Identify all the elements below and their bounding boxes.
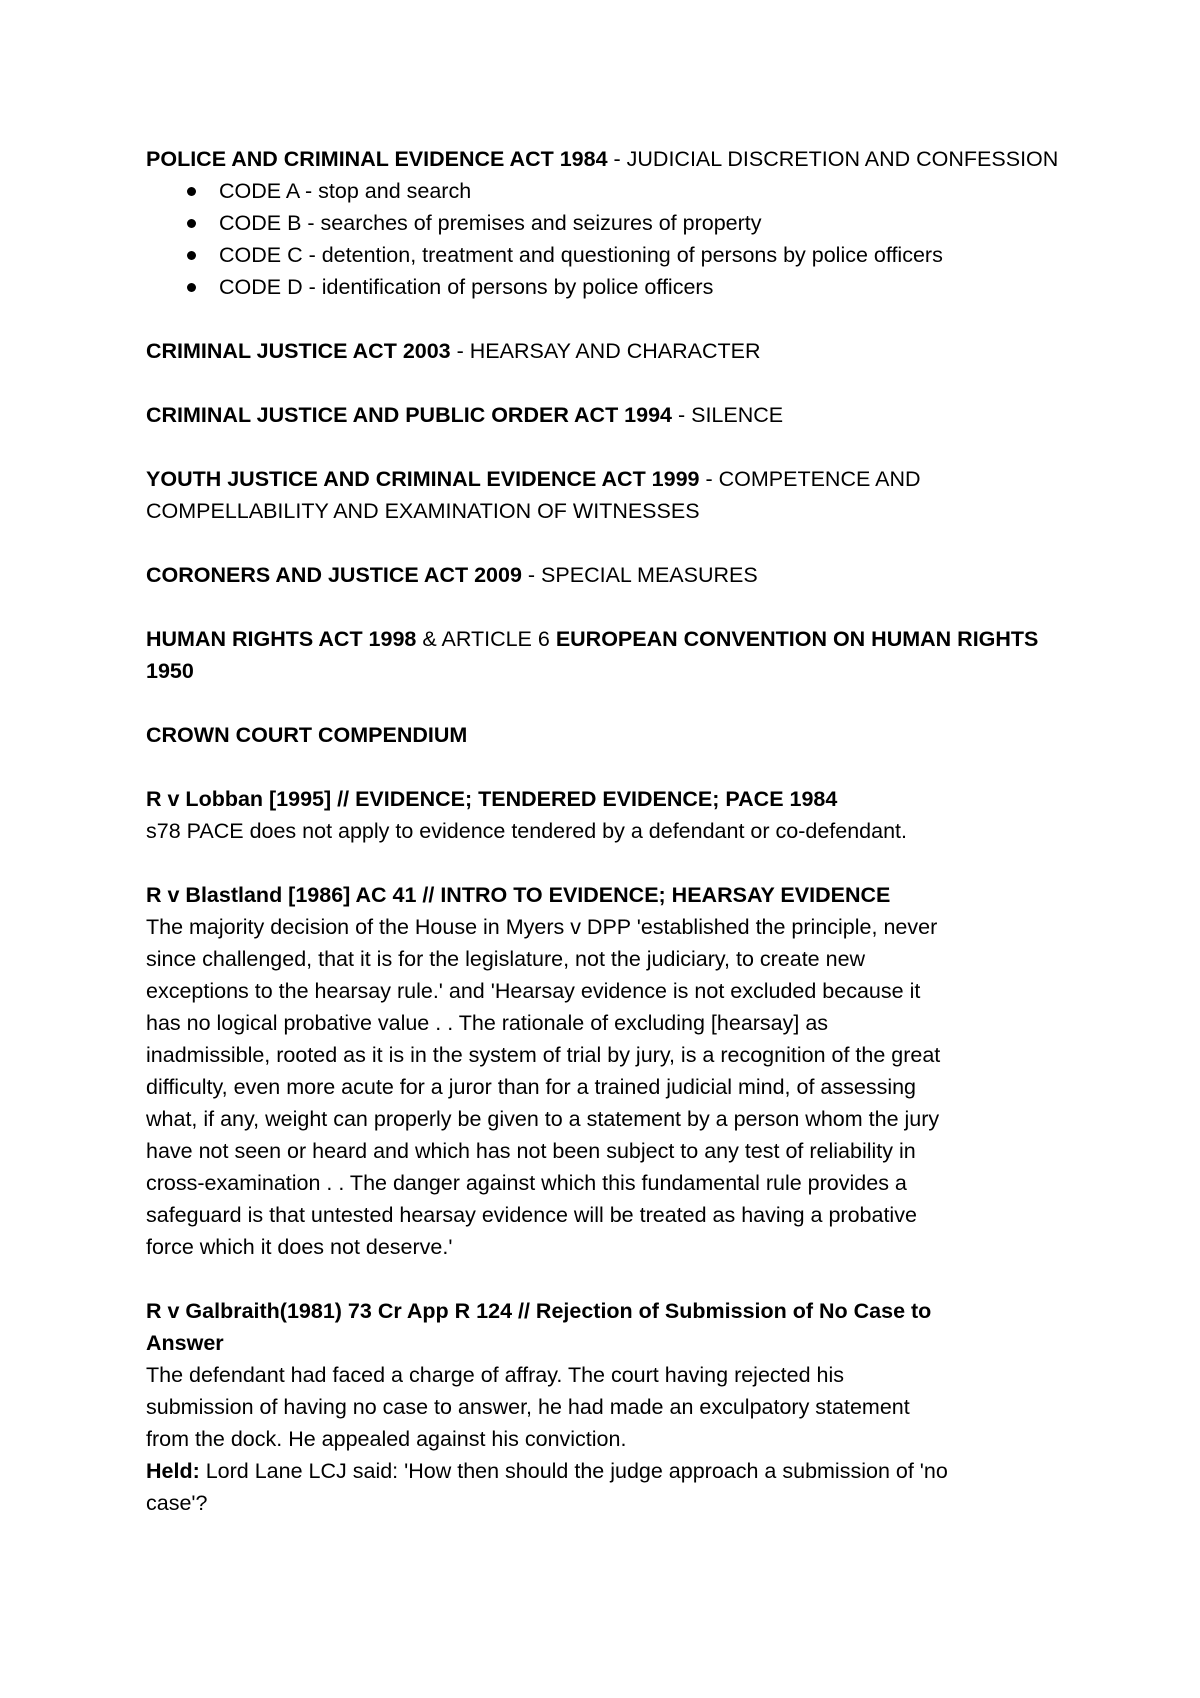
galbraith-line: submission of having no case to answer, he had made an exculpatory statement xyxy=(146,1395,910,1419)
blastland-line: force which it does not deserve.' xyxy=(146,1235,453,1259)
galbraith-held-line xyxy=(146,1455,1086,1487)
pace-title: POLICE AND CRIMINAL EVIDENCE ACT 1984 xyxy=(146,147,608,171)
cjpoa-subtitle: - SILENCE xyxy=(672,403,784,427)
pace-section xyxy=(146,143,1086,303)
list-item xyxy=(146,239,1086,271)
hra-title: HUMAN RIGHTS ACT 1998 xyxy=(146,627,417,651)
case-lobban xyxy=(146,783,1086,847)
echr-title: EUROPEAN CONVENTION ON HUMAN RIGHTS 1950 xyxy=(146,627,1039,683)
case-heading xyxy=(146,783,1086,815)
blastland-line: since challenged, that it is for the legislature, not the judiciary, to create new xyxy=(146,947,866,971)
held-text: Lord Lane LCJ said: 'How then should the judge approach a submission of 'no xyxy=(199,1459,948,1483)
yjcea-title: YOUTH JUSTICE AND CRIMINAL EVIDENCE ACT 1999 xyxy=(146,467,700,491)
hra-heading xyxy=(146,623,1086,687)
galbraith-held-line: case'? xyxy=(146,1491,208,1515)
cja2009-subtitle: - SPECIAL MEASURES xyxy=(521,563,758,587)
blastland-line: has no logical probative value . . The rationale of excluding [hearsay] as xyxy=(146,1011,829,1035)
blastland-line: what, if any, weight can properly be given to a statement by a person whom the jury xyxy=(146,1107,940,1131)
case-heading xyxy=(146,1295,1086,1327)
lobban-heading: R v Lobban [1995] // EVIDENCE; TENDERED EVIDENCE; PACE 1984 xyxy=(146,787,838,811)
bullet-icon xyxy=(187,187,196,196)
case-galbraith xyxy=(146,1295,1086,1519)
pace-heading-line-1 xyxy=(146,143,1086,175)
yjcea-heading xyxy=(146,463,1086,527)
document-page xyxy=(146,143,1086,1519)
blastland-line: safeguard is that untested hearsay evidence will be treated as having a probative xyxy=(146,1203,917,1227)
pace-subtitle: - JUDICIAL DISCRETION AND CONFESSION xyxy=(607,147,1059,171)
blastland-line: difficulty, even more acute for a juror than for a trained judicial mind, of assessing xyxy=(146,1075,917,1099)
bullet-icon xyxy=(187,219,196,228)
galbraith-line: The defendant had faced a charge of affray. The court having rejected his xyxy=(146,1363,845,1387)
case-blastland xyxy=(146,879,1086,1263)
blastland-line: inadmissible, rooted as it is in the system of trial by jury, is a recognition of the great xyxy=(146,1043,941,1067)
cjpoa-heading xyxy=(146,399,1086,431)
galbraith-heading-2: Answer xyxy=(146,1331,224,1355)
case-heading xyxy=(146,1327,1086,1359)
blastland-line: The majority decision of the House in Myers v DPP 'established the principle, never xyxy=(146,915,938,939)
galbraith-heading-1: R v Galbraith(1981) 73 Cr App R 124 // Rejection of Submission of No Case to xyxy=(146,1299,932,1323)
yjcea-subtitle: - COMPETENCE AND COMPELLABILITY AND EXAMINATION OF WITNESSES xyxy=(146,467,927,523)
code-b: CODE B - searches of premises and seizures of property xyxy=(219,211,762,235)
blastland-line: cross-examination . . The danger against which this fundamental rule provides a xyxy=(146,1171,907,1195)
compendium-title: CROWN COURT COMPENDIUM xyxy=(146,723,468,747)
cja2009-heading xyxy=(146,559,1086,591)
bullet-icon xyxy=(187,283,196,292)
compendium-heading xyxy=(146,719,1086,751)
blastland-line: have not seen or heard and which has not been subject to any test of reliability in xyxy=(146,1139,916,1163)
cja-title: CRIMINAL JUSTICE ACT 2003 xyxy=(146,339,451,363)
blastland-line: exceptions to the hearsay rule.' and 'Hearsay evidence is not excluded because it xyxy=(146,979,921,1003)
pace-codes-list xyxy=(146,175,1086,303)
code-a: CODE A - stop and search xyxy=(219,179,472,203)
cja2009-title: CORONERS AND JUSTICE ACT 2009 xyxy=(146,563,522,587)
case-heading xyxy=(146,879,1086,911)
code-d: CODE D - identification of persons by police officers xyxy=(219,275,714,299)
blastland-heading: R v Blastland [1986] AC 41 // INTRO TO EVIDENCE; HEARSAY EVIDENCE xyxy=(146,883,891,907)
cja-subtitle: - HEARSAY AND CHARACTER xyxy=(450,339,761,363)
cja-heading xyxy=(146,335,1086,367)
list-item xyxy=(146,175,1086,207)
list-item xyxy=(146,271,1086,303)
galbraith-line: from the dock. He appealed against his conviction. xyxy=(146,1427,627,1451)
list-item xyxy=(146,207,1086,239)
lobban-body: s78 PACE does not apply to evidence tendered by a defendant or co-defendant. xyxy=(146,819,907,843)
held-label: Held: xyxy=(146,1459,200,1483)
cjpoa-title: CRIMINAL JUSTICE AND PUBLIC ORDER ACT 1994 xyxy=(146,403,673,427)
hra-connector: & ARTICLE 6 xyxy=(416,627,556,651)
code-c: CODE C - detention, treatment and questioning of persons by police officers xyxy=(219,243,943,267)
bullet-icon xyxy=(187,251,196,260)
